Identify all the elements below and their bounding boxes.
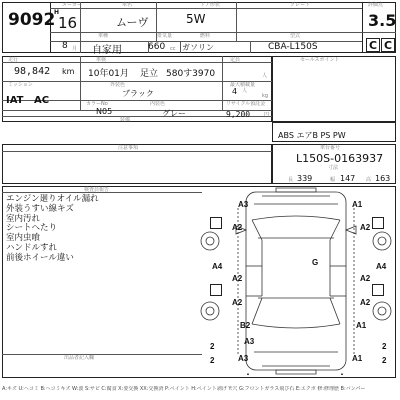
damage-mark: A1 [356, 321, 367, 330]
dot-mark: ・ [244, 370, 252, 379]
displacement-value: 660 [148, 42, 166, 52]
recycle-label: リサイクル預託金 [226, 101, 266, 107]
sales-point-label: セールスポイント [300, 57, 340, 63]
year: 16 [58, 14, 78, 32]
displacement-unit: cc [170, 46, 176, 52]
ac-value: AC [34, 95, 50, 106]
lot-number: 9092 [8, 10, 56, 30]
interior-value: グレー [162, 109, 186, 118]
equipment-label: 装備 [120, 117, 131, 123]
inspector-comment: 室内汚れ [6, 213, 41, 224]
colorno-value: N05 [96, 107, 113, 116]
exterior-grade: C [381, 38, 395, 52]
damage-mark: G [312, 258, 319, 267]
width-value: 147 [340, 174, 356, 183]
length-label: 長 [288, 177, 294, 183]
usage-value: 自家用 [92, 45, 122, 56]
inspector-comment: 前後ホイール違い [6, 252, 74, 263]
model-name: ムーヴ [116, 16, 149, 29]
damage-mark: A4 [376, 262, 387, 271]
damage-mark: A4 [212, 262, 223, 271]
wheel-note-box [210, 284, 222, 296]
damage-mark: 2 [210, 342, 215, 351]
inspector-comment: ハンドルすれ [6, 243, 58, 253]
wheel-note-box [372, 284, 384, 296]
capacity-label: 定員 [230, 57, 241, 63]
mileage-unit: km [62, 67, 75, 76]
shaken-value: 10年01月 [88, 69, 129, 79]
damage-mark: A2 [360, 298, 371, 307]
month-unit: 月 [72, 46, 78, 52]
inspector-comment: 室内虫喰 [6, 233, 41, 244]
maker-label: メーカー [62, 2, 82, 8]
size-label: 寸法 [328, 165, 339, 171]
year-era: H [54, 9, 60, 16]
damage-mark: A2 [232, 223, 243, 232]
mileage-label: 走行 [8, 57, 19, 63]
score-value: 3.5 [368, 11, 397, 30]
model-label: 車名 [122, 2, 133, 8]
weight-label: 最大積載量 [230, 82, 256, 88]
displacement-label: 排気量 [157, 33, 173, 39]
doors-value: 5W [186, 12, 206, 26]
transmission-value: IAT [6, 95, 24, 106]
damage-mark: A1 [352, 354, 363, 363]
inspector-comment: シートへたり [6, 223, 58, 234]
doors-label: ドア形状 [200, 2, 220, 8]
height-label: 高 [366, 177, 372, 183]
fuel-label: 燃料 [200, 33, 211, 39]
height-value: 163 [375, 174, 391, 183]
inspector-label: 検査員報告 [84, 187, 110, 193]
damage-mark: A3 [244, 337, 255, 346]
length-value: 339 [297, 174, 313, 183]
damage-mark: A2 [232, 298, 243, 307]
inspector-comment: エンジン廻りオイル漏れ [6, 194, 99, 204]
legend-text: A:キズ U:ヘコミ B:ヘコミキズ W:波 S:サビ C:腐食 X:要交換 XX:交換済 P:ペイント H:ペイント剥げ Y:穴 G:フロントガラス飛び石 E:エクボ 修:修理歴 B:バンパー [2, 386, 366, 392]
damage-mark: A3 [238, 200, 249, 209]
damage-mark: A2 [232, 274, 243, 283]
colorno-label: カラーNo [86, 101, 108, 107]
plate-region: 足立 [140, 69, 159, 79]
chassis-label: 車台番号 [320, 145, 341, 151]
sales-point-box [272, 56, 396, 122]
wheel-note-box [210, 217, 222, 229]
score-label: 評価点 [368, 2, 384, 8]
transmission-label: ミッション [8, 82, 33, 88]
color-label: 外装色 [110, 82, 126, 88]
seats-value: 4 [232, 87, 238, 96]
dot-mark: ・ [338, 370, 346, 379]
chassis-value: L150S-0163937 [296, 152, 384, 165]
fuel-value: ガソリン [182, 43, 214, 52]
type-label: 型式 [290, 33, 301, 39]
shaken-label: 車検 [96, 57, 107, 63]
month: 8 [62, 41, 68, 51]
plate-number: 580す3970 [166, 69, 216, 79]
seats-unit: 人 [242, 88, 248, 94]
capacity-unit: 人 [262, 73, 268, 79]
damage-mark: 2 [210, 356, 215, 365]
mileage-value: 98,842 [14, 66, 51, 77]
seller-label: 出品者記入欄 [64, 355, 95, 361]
grade-label: グレード [290, 2, 311, 8]
damage-mark: 2 [382, 342, 387, 351]
width-label: 幅 [330, 177, 336, 183]
type-value: CBA-L150S [268, 42, 318, 52]
damage-mark: A2 [360, 274, 371, 283]
interior-label: 内装色 [150, 101, 166, 107]
color-value: ブラック [122, 89, 154, 98]
recycle-unit: 円 [264, 112, 270, 118]
damage-mark: A2 [360, 223, 371, 232]
inspector-comment: 外装うすい線キズ [6, 203, 74, 214]
weight-unit: kg [262, 93, 269, 99]
damage-mark: A3 [238, 354, 249, 363]
equipment-value: ABS エアB PS PW [278, 131, 346, 140]
damage-mark: B2 [240, 321, 251, 330]
damage-mark: A1 [352, 200, 363, 209]
wheel-note-box [372, 217, 384, 229]
recycle-value: 9,200 [226, 110, 251, 119]
interior-grade: C [366, 38, 380, 52]
remarks-label: 注意事項 [118, 145, 139, 151]
damage-mark: 2 [382, 356, 387, 365]
usage-label: 車種 [98, 33, 109, 39]
